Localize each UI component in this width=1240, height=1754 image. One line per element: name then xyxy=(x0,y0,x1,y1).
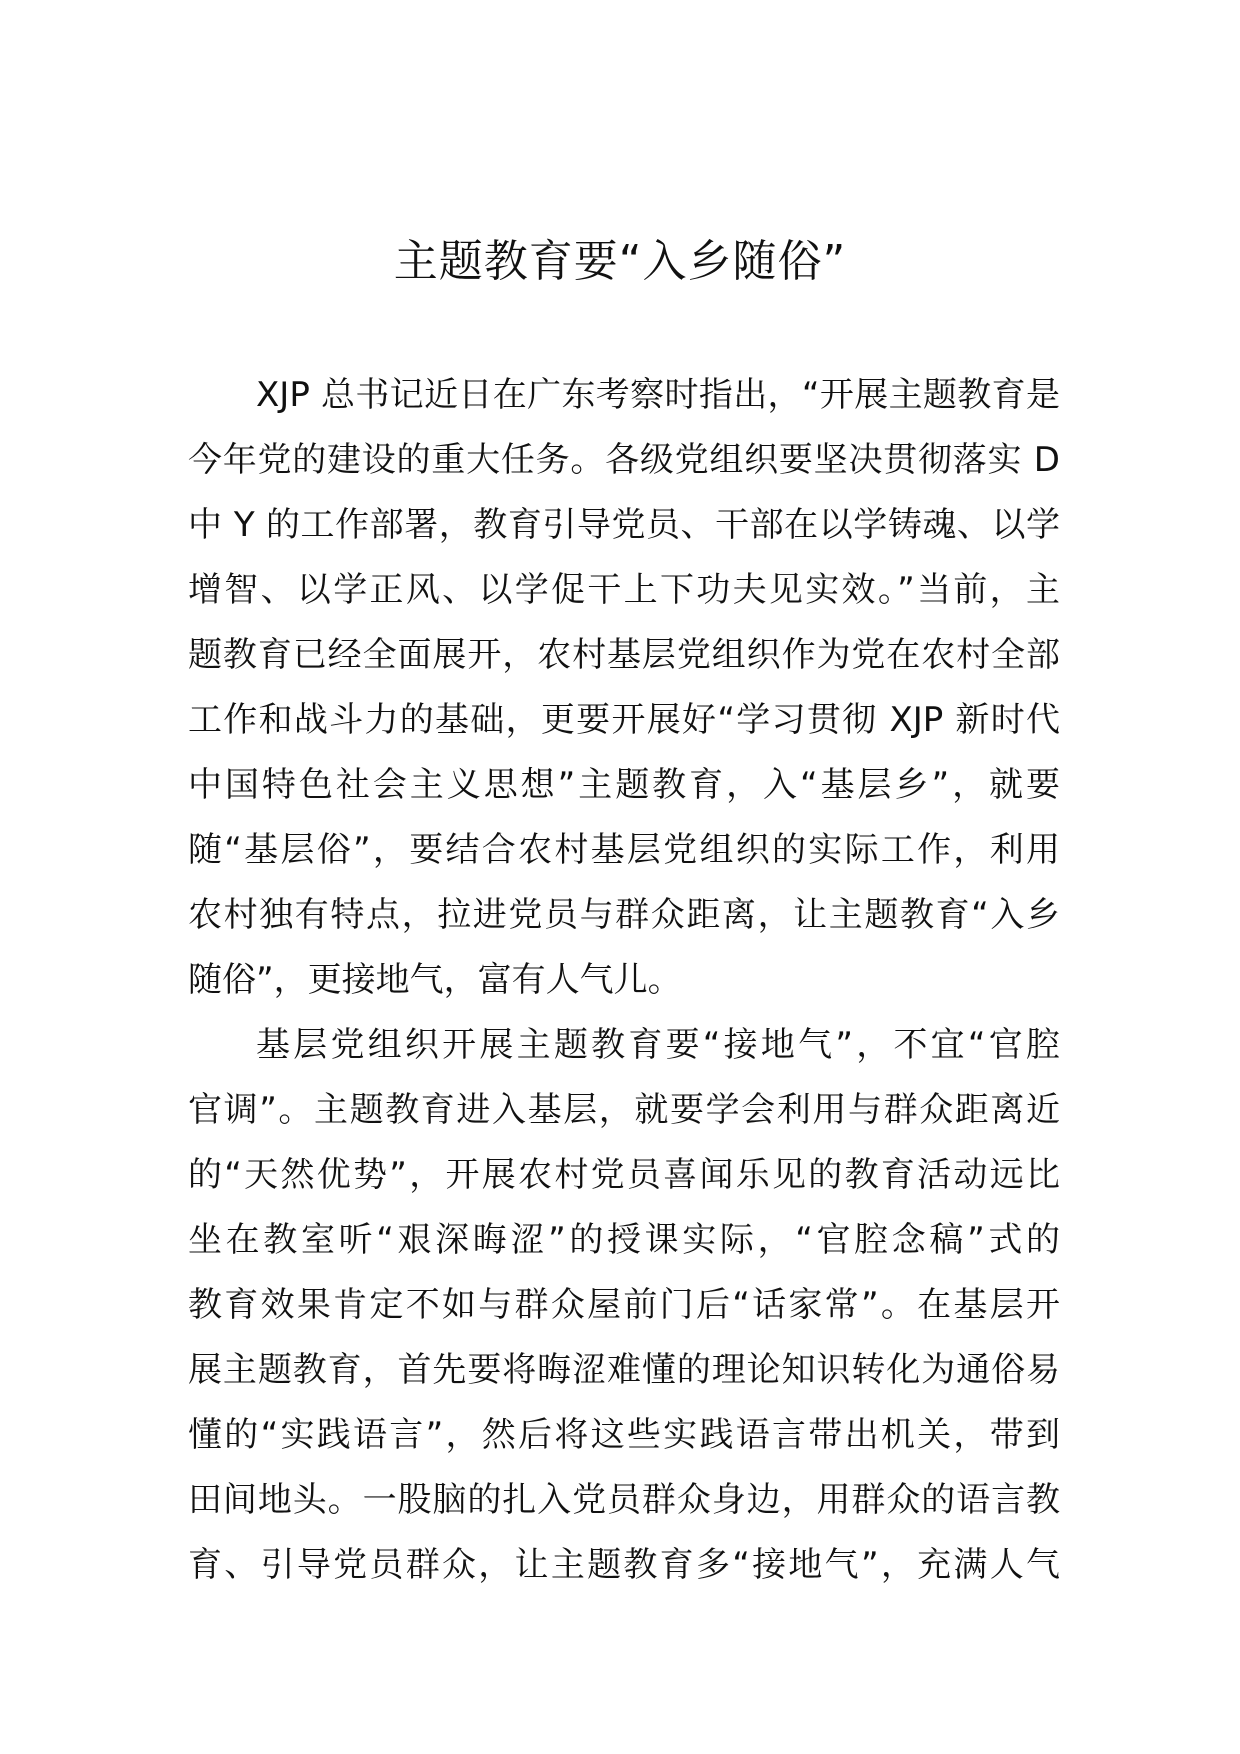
text-line: 增智、以学正风、以学促干上下功夫见实效。”当前，主 xyxy=(188,570,1060,610)
text-line: 教育效果肯定不如与群众屋前门后“话家常”。在基层开 xyxy=(188,1285,1060,1325)
text-line: XJP 总书记近日在广东考察时指出，“开展主题教育是 xyxy=(256,375,1060,415)
text-line: 中国特色社会主义思想”主题教育，入“基层乡”，就要 xyxy=(188,765,1060,805)
text-line: 农村独有特点，拉进党员与群众距离，让主题教育“入乡 xyxy=(188,895,1060,935)
text-line: 田间地头。一股脑的扎入党员群众身边，用群众的语言教 xyxy=(188,1480,1060,1520)
document-body xyxy=(188,363,1060,1598)
text-line: 的“天然优势”，开展农村党员喜闻乐见的教育活动远比 xyxy=(188,1155,1060,1195)
text-line: 中 Y 的工作部署，教育引导党员、干部在以学铸魂、以学 xyxy=(188,505,1060,545)
text-line: 今年党的建设的重大任务。各级党组织要坚决贯彻落实 D xyxy=(188,440,1060,480)
paragraph-2 xyxy=(188,1013,1060,1598)
text-line: 坐在教室听“艰深晦涩”的授课实际，“官腔念稿”式的 xyxy=(188,1220,1060,1260)
text-line: 随“基层俗”，要结合农村基层党组织的实际工作，利用 xyxy=(188,830,1060,870)
text-line: 题教育已经全面展开，农村基层党组织作为党在农村全部 xyxy=(188,635,1060,675)
paragraph-1 xyxy=(188,363,1060,1013)
document-title: 主题教育要“入乡随俗” xyxy=(393,236,847,287)
text-line: 工作和战斗力的基础，更要开展好“学习贯彻 XJP 新时代 xyxy=(188,700,1060,740)
text-line: 懂的“实践语言”，然后将这些实践语言带出机关，带到 xyxy=(188,1415,1060,1455)
text-line: 育、引导党员群众，让主题教育多“接地气”，充满人气 xyxy=(188,1545,1060,1585)
text-line: 展主题教育，首先要将晦涩难懂的理论知识转化为通俗易 xyxy=(188,1350,1060,1390)
text-line: 基层党组织开展主题教育要“接地气”，不宜“官腔 xyxy=(256,1025,1060,1065)
text-line: 官调”。主题教育进入基层，就要学会利用与群众距离近 xyxy=(188,1090,1060,1130)
text-line: 随俗”，更接地气，富有人气儿。 xyxy=(188,960,682,1000)
